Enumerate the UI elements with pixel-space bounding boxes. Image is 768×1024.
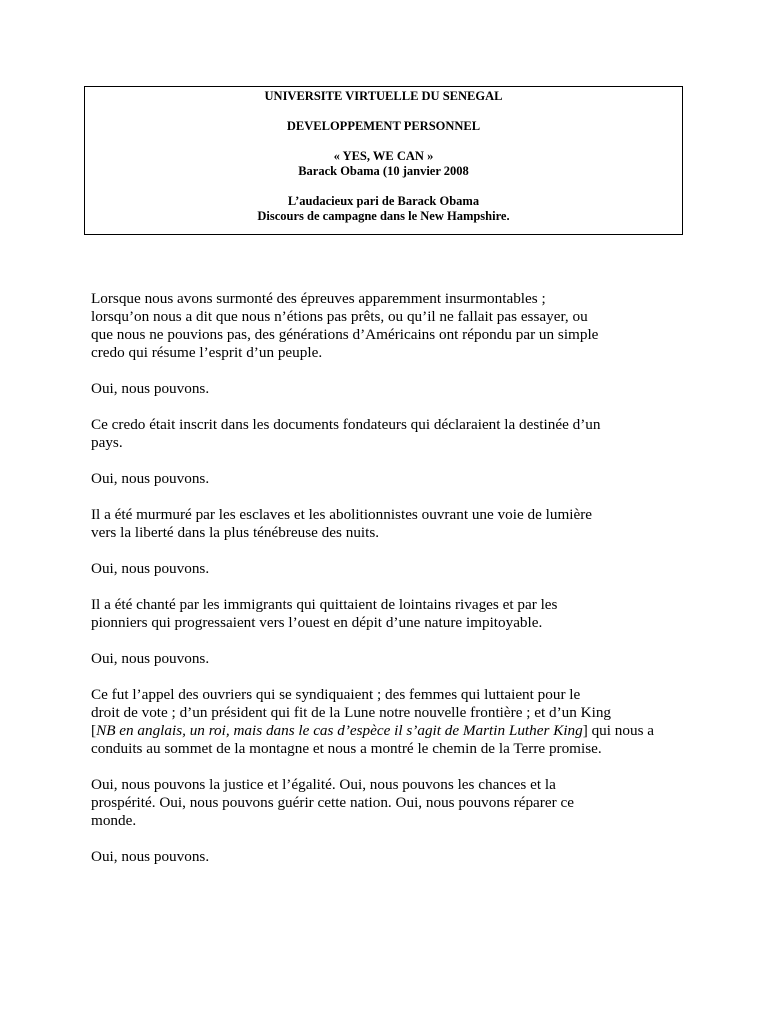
institution-name: UNIVERSITE VIRTUELLE DU SENEGAL — [264, 89, 503, 103]
paragraph-4: Il a été chanté par les immigrants qui quittaient de lointains rivages et par les pionniers qui progressaient vers l’ouest en dépit d’une nature impitoyable. — [91, 596, 558, 631]
course-name: DEVELOPPEMENT PERSONNEL — [286, 119, 481, 133]
paragraph-2: Ce credo était inscrit dans les documents fondateurs qui déclaraient la destinée d’un pays. — [91, 416, 601, 451]
paragraph-6: Oui, nous pouvons la justice et l’égalité. Oui, nous pouvons les chances et la prospérité. Oui, nous pouvons guérir cette nation. Oui, nous pouvons réparer ce monde. — [91, 776, 574, 829]
paragraph-1: Lorsque nous avons surmonté des épreuves apparemment insurmontables ; lorsqu’on nous a dit que nous n’étions pas prêts, ou qu’il ne fallait pas essayer, ou que nous ne pouvions pas, des générations d’Américains ont répondu par un simple credo qui résume l’esprit d’un peuple. — [91, 290, 599, 361]
refrain-3: Oui, nous pouvons. — [91, 560, 210, 577]
speech-body — [91, 290, 691, 884]
refrain-4: Oui, nous pouvons. — [91, 650, 210, 667]
subtitle-2: Discours de campagne dans le New Hampshire. — [257, 209, 510, 223]
header-box — [84, 86, 683, 235]
editor-note: NB en anglais, un roi, mais dans le cas d’espèce il s’agit de Martin Luther King — [96, 722, 583, 739]
refrain-5: Oui, nous pouvons. — [91, 848, 210, 865]
speech-title: « YES, WE CAN » — [333, 149, 434, 163]
subtitle-1: L’audacieux pari de Barack Obama — [287, 194, 480, 208]
paragraph-3: Il a été murmuré par les esclaves et les abolitionnistes ouvrant une voie de lumière vers la liberté dans la plus ténébreuse des nuits. — [91, 506, 593, 541]
author-date: Barack Obama (10 janvier 2008 — [298, 164, 469, 178]
refrain-1: Oui, nous pouvons. — [91, 380, 210, 397]
refrain-2: Oui, nous pouvons. — [91, 470, 210, 487]
paragraph-5: Ce fut l’appel des ouvriers qui se syndiquaient ; des femmes qui luttaient pour le droit de vote ; d’un président qui fit de la Lune notre nouvelle frontière ; et d’un King [NB en anglais, un roi, mais dans le cas d’espèce il s’agit de Martin Luther King] qui nous a conduits au sommet de la montagne et nous a montré le chemin de la Terre promise. — [91, 686, 655, 757]
